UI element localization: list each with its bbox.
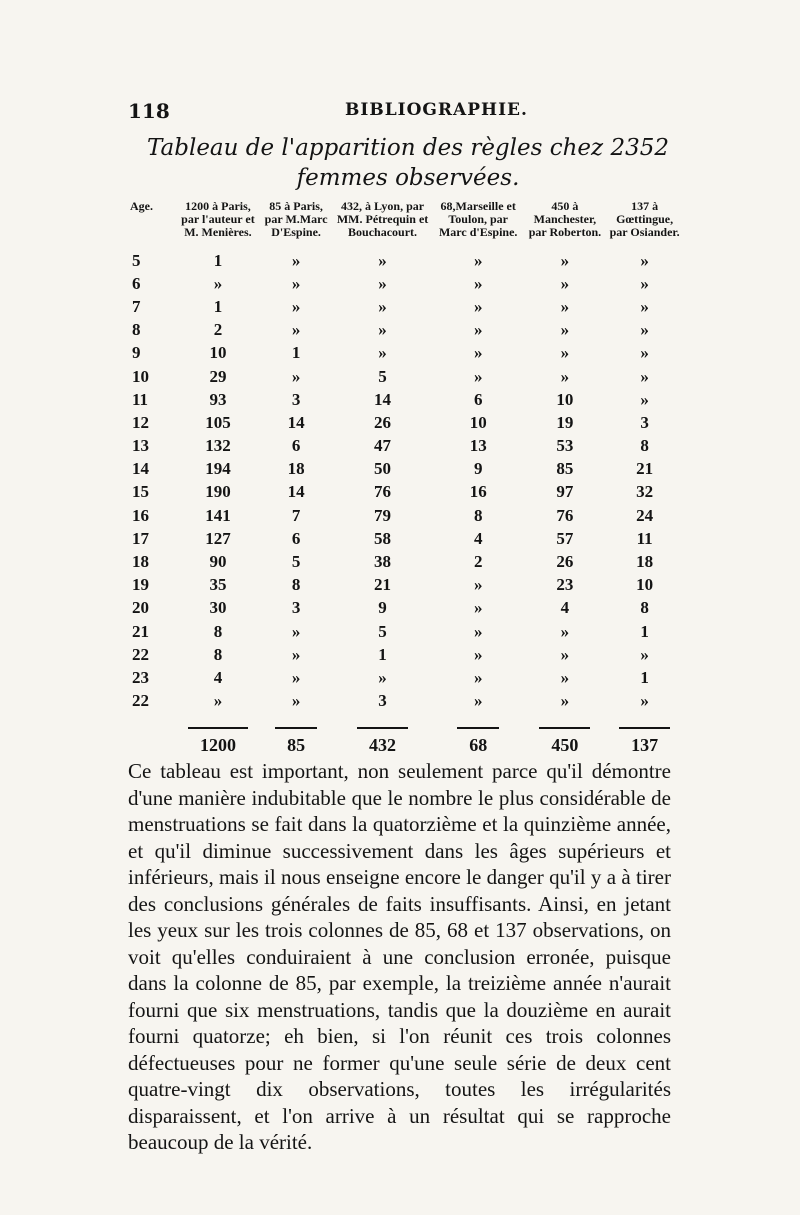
- total-cell: [433, 713, 524, 756]
- running-head: BIBLIOGRAPHIE.: [345, 100, 528, 120]
- table-row: [128, 620, 683, 643]
- totals-row: [128, 713, 683, 756]
- count-cell: 3: [291, 598, 301, 618]
- count-cell: »: [640, 273, 649, 293]
- count-cell: »: [473, 296, 483, 316]
- count-cell: »: [473, 250, 483, 270]
- age-cell: 15: [132, 482, 149, 502]
- count-cell: 10: [469, 412, 487, 432]
- count-cell: 14: [374, 389, 392, 409]
- count-cell: »: [291, 250, 301, 270]
- count-cell: »: [473, 343, 483, 363]
- count-cell: 32: [636, 482, 654, 502]
- count-cell: »: [640, 691, 649, 711]
- age-cell: 13: [132, 436, 149, 456]
- table-row: [128, 319, 683, 342]
- count-cell: 1: [640, 667, 649, 687]
- count-cell: 141: [205, 505, 231, 525]
- count-cell: 57: [556, 528, 574, 548]
- count-cell: 16: [469, 482, 487, 502]
- count-cell: 90: [209, 552, 227, 572]
- age-cell: 23: [132, 667, 149, 687]
- table-row: [128, 643, 683, 666]
- count-cell: »: [560, 250, 570, 270]
- table-row: [128, 411, 683, 434]
- column-header: 85 à Paris, par M.Marc D'Espine.: [264, 199, 328, 239]
- count-cell: 4: [213, 667, 223, 687]
- age-cell: 11: [132, 389, 149, 409]
- table-row: [128, 249, 683, 272]
- table-row: [128, 527, 683, 550]
- table-row: [128, 342, 683, 365]
- count-cell: 10: [556, 389, 574, 409]
- count-cell: »: [378, 320, 387, 340]
- column-header: 137 à Gœttingue, par Osiander.: [609, 199, 680, 239]
- menstruation-table: [128, 200, 683, 756]
- count-cell: »: [473, 366, 483, 386]
- count-cell: 10: [209, 343, 227, 363]
- age-cell: 19: [132, 575, 149, 595]
- count-cell: 19: [556, 412, 574, 432]
- column-header: Age.: [130, 199, 153, 213]
- age-cell: 22: [132, 644, 149, 664]
- count-cell: »: [291, 667, 301, 687]
- count-cell: »: [291, 366, 301, 386]
- column-header: 68,Marseille et Toulon, par Marc d'Espine.: [438, 199, 518, 239]
- totals-spacer: [128, 713, 176, 756]
- count-cell: 23: [556, 575, 574, 595]
- count-cell: »: [473, 621, 483, 641]
- count-cell: 85: [556, 459, 574, 479]
- total-value: 85: [275, 727, 317, 756]
- count-cell: 127: [205, 528, 231, 548]
- count-cell: »: [473, 320, 483, 340]
- count-cell: 76: [374, 482, 392, 502]
- table-row: [128, 458, 683, 481]
- count-cell: »: [560, 691, 570, 711]
- age-cell: 8: [132, 320, 141, 340]
- total-value: 68: [457, 727, 499, 756]
- count-cell: 1: [378, 644, 387, 664]
- table-title: Tableau de l'apparition des règles chez 2352 femmes observées.: [146, 135, 670, 191]
- count-cell: 26: [556, 552, 574, 572]
- table-row: [128, 574, 683, 597]
- age-cell: 21: [132, 621, 149, 641]
- count-cell: 1: [213, 250, 223, 270]
- count-cell: »: [560, 667, 570, 687]
- age-cell: 12: [132, 412, 149, 432]
- count-cell: »: [640, 343, 649, 363]
- count-cell: 4: [473, 528, 483, 548]
- table-row: [128, 666, 683, 689]
- count-cell: 8: [640, 598, 649, 618]
- count-cell: 4: [560, 598, 570, 618]
- age-cell: 22: [132, 691, 149, 711]
- count-cell: »: [560, 343, 570, 363]
- count-cell: 3: [378, 691, 387, 711]
- total-cell: [524, 713, 607, 756]
- count-cell: 5: [378, 621, 387, 641]
- total-value: 450: [539, 727, 590, 756]
- count-cell: »: [213, 691, 223, 711]
- count-cell: »: [640, 389, 649, 409]
- count-cell: 8: [291, 575, 301, 595]
- count-cell: 1: [213, 296, 223, 316]
- count-cell: »: [378, 273, 387, 293]
- count-cell: 9: [473, 459, 483, 479]
- count-cell: 10: [636, 575, 654, 595]
- count-cell: 194: [205, 459, 231, 479]
- count-cell: 1: [640, 621, 649, 641]
- age-cell: 7: [132, 296, 141, 316]
- count-cell: »: [291, 644, 301, 664]
- count-cell: »: [560, 320, 570, 340]
- count-cell: »: [291, 691, 301, 711]
- total-value: 1200: [188, 727, 248, 756]
- count-cell: 58: [374, 528, 392, 548]
- count-cell: 11: [636, 528, 653, 548]
- count-cell: »: [560, 621, 570, 641]
- count-cell: »: [560, 644, 570, 664]
- count-cell: »: [640, 320, 649, 340]
- count-cell: »: [378, 343, 387, 363]
- table-row: [128, 435, 683, 458]
- count-cell: 21: [636, 459, 654, 479]
- count-cell: 6: [291, 528, 301, 548]
- count-cell: 8: [473, 505, 483, 525]
- count-cell: 18: [636, 552, 654, 572]
- age-cell: 6: [132, 273, 141, 293]
- count-cell: 21: [374, 575, 392, 595]
- count-cell: 1: [291, 343, 301, 363]
- count-cell: »: [473, 273, 483, 293]
- count-cell: 9: [378, 598, 387, 618]
- count-cell: »: [291, 621, 301, 641]
- count-cell: 2: [213, 320, 223, 340]
- count-cell: 8: [640, 436, 649, 456]
- count-cell: 38: [374, 552, 392, 572]
- table-row: [128, 295, 683, 318]
- count-cell: »: [473, 575, 483, 595]
- count-cell: »: [640, 250, 649, 270]
- count-cell: »: [640, 644, 649, 664]
- column-header: 1200 à Paris, par l'auteur et M. Menières.: [181, 199, 255, 239]
- count-cell: »: [473, 691, 483, 711]
- table-row: [128, 550, 683, 573]
- count-cell: 7: [291, 505, 301, 525]
- count-cell: 18: [287, 459, 305, 479]
- count-cell: 76: [556, 505, 574, 525]
- count-cell: 190: [205, 482, 231, 502]
- count-cell: 29: [209, 366, 227, 386]
- count-cell: »: [473, 598, 483, 618]
- count-cell: »: [291, 296, 301, 316]
- total-cell: [606, 713, 683, 756]
- age-cell: 5: [132, 250, 141, 270]
- count-cell: 6: [291, 436, 301, 456]
- column-header: 450 à Manchester, par Roberton.: [528, 199, 602, 239]
- column-header: 432, à Lyon, par MM. Pétrequin et Bouchacourt.: [336, 199, 429, 239]
- count-cell: 3: [291, 389, 301, 409]
- table-row: [128, 388, 683, 411]
- table-row: [128, 272, 683, 295]
- page-number: 118: [128, 99, 170, 123]
- count-cell: 2: [473, 552, 483, 572]
- count-cell: 47: [374, 436, 392, 456]
- count-cell: 14: [287, 482, 305, 502]
- age-cell: 10: [132, 366, 149, 386]
- count-cell: »: [291, 320, 301, 340]
- count-cell: 79: [374, 505, 392, 525]
- count-cell: 35: [209, 575, 227, 595]
- count-cell: »: [291, 273, 301, 293]
- count-cell: »: [473, 644, 483, 664]
- count-cell: 5: [291, 552, 301, 572]
- age-cell: 20: [132, 598, 149, 618]
- count-cell: 5: [378, 366, 387, 386]
- total-cell: [176, 713, 260, 756]
- count-cell: 14: [287, 412, 305, 432]
- count-cell: »: [378, 250, 387, 270]
- count-cell: »: [473, 667, 483, 687]
- count-cell: »: [213, 273, 223, 293]
- count-cell: 97: [556, 482, 574, 502]
- count-cell: 105: [205, 412, 231, 432]
- count-cell: »: [378, 296, 387, 316]
- count-cell: 13: [469, 436, 487, 456]
- body-paragraph: Ce tableau est important, non seulement parce qu'il démontre d'une manière indubitable que le nombre le plus considérable de menstruations se fait dans la quatorzième et la quinzième année, et qu'il diminue successivement dans les âges supérieurs et inférieurs, mais il nous enseigne encore le danger qu'il y a à tirer des conclusions générales de faits insuffisants. Ainsi, en jetant les yeux sur les trois colonnes de 85, 68 et 137 observations, on voit qu'elles conduiraient à une conclusion erronée, puisque dans la colonne de 85, par exemple, la treizième année n'aurait fourni que six menstruations, tandis que la douzième en aurait fourni quatorze; eh bien, si l'on réunit ces trois colonnes défectueuses pour ne former qu'une seule série de deux cent quatre-vingt dix observations, toutes les irrégularités disparaissent, et l'on arrive à un résultat qui se rapproche beaucoup de la vérité.: [128, 759, 671, 1154]
- count-cell: »: [640, 296, 649, 316]
- count-cell: 50: [374, 459, 392, 479]
- age-cell: 9: [132, 343, 141, 363]
- total-cell: [332, 713, 433, 756]
- count-cell: 30: [209, 598, 227, 618]
- count-cell: 132: [205, 436, 231, 456]
- count-cell: 93: [209, 389, 227, 409]
- table-row: [128, 481, 683, 504]
- table-row: [128, 504, 683, 527]
- count-cell: 3: [640, 412, 649, 432]
- table-header-row: [128, 200, 683, 249]
- count-cell: »: [560, 366, 570, 386]
- count-cell: 53: [556, 436, 574, 456]
- count-cell: 26: [374, 412, 392, 432]
- count-cell: 8: [213, 621, 223, 641]
- count-cell: 24: [636, 505, 654, 525]
- count-cell: 8: [213, 644, 223, 664]
- count-cell: »: [378, 667, 387, 687]
- table-row: [128, 690, 683, 713]
- total-value: 432: [357, 727, 408, 756]
- count-cell: »: [640, 366, 649, 386]
- table-row: [128, 365, 683, 388]
- count-cell: »: [560, 296, 570, 316]
- count-cell: 6: [473, 389, 483, 409]
- table-row: [128, 597, 683, 620]
- total-value: 137: [619, 727, 670, 756]
- total-cell: [260, 713, 332, 756]
- age-cell: 14: [132, 459, 149, 479]
- age-cell: 16: [132, 505, 149, 525]
- count-cell: »: [560, 273, 570, 293]
- age-cell: 17: [132, 528, 149, 548]
- age-cell: 18: [132, 552, 149, 572]
